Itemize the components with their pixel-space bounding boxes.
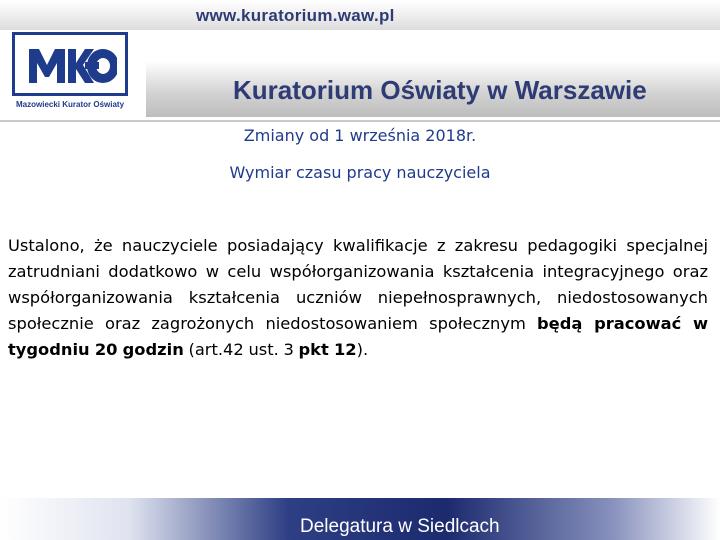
header-divider [0, 120, 720, 122]
site-url[interactable]: www.kuratorium.waw.pl [196, 6, 395, 25]
body-text-end: ). [356, 340, 369, 359]
page-title: Kuratorium Oświaty w Warszawie [233, 75, 647, 105]
mko-logo [12, 32, 128, 96]
subtitle-date: Zmiany od 1 września 2018r. [243, 126, 477, 145]
body-text-reference: (art.42 ust. 3 [183, 340, 299, 359]
header [0, 0, 720, 122]
body-text-bold-point: pkt 12 [298, 340, 357, 359]
footer-delegation: Delegatura w Siedlcach [300, 516, 500, 537]
subtitle-topic: Wymiar czasu pracy nauczyciela [229, 163, 491, 182]
body-paragraph [8, 233, 708, 363]
body-text-plain: Ustalono, że nauczyciele posiadający kwalifikacje z zakresu pedagogiki specjalnej zatrudniani dodatkowo w celu współorganizowania kształcenia integracyjnego oraz współorganizowania kształcenia uczniów niepełnosprawnych, niedostosowanych społecznie oraz zagrożonych niedostosowaniem społecznym [8, 236, 708, 333]
logo-caption: Mazowiecki Kurator Oświaty [16, 100, 125, 109]
mko-logo-icon [25, 39, 117, 91]
body-text-bold-hours: będą pracować w tygodniu 20 godzin [8, 314, 708, 359]
